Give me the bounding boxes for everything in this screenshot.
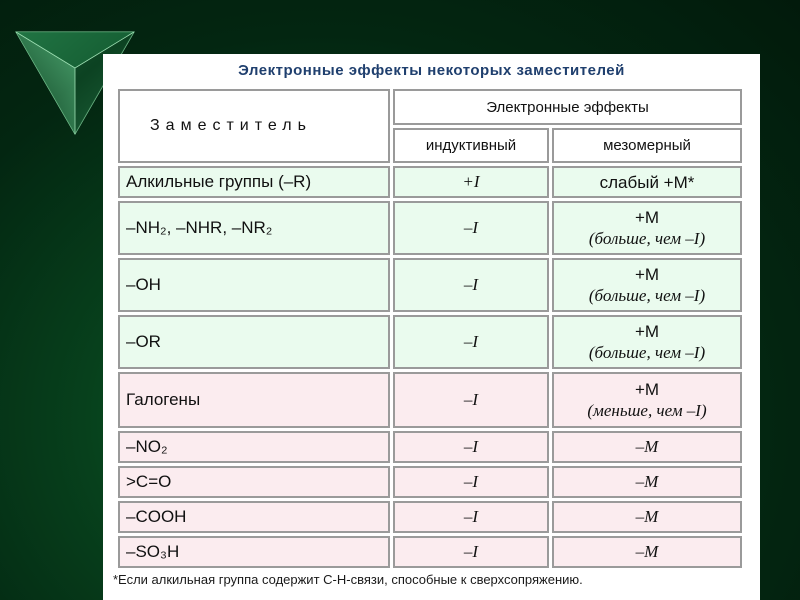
inductive-cell: –I <box>393 431 549 463</box>
inductive-cell: –I <box>393 466 549 498</box>
table-row <box>118 501 742 533</box>
table-row <box>118 258 742 312</box>
mesomeric-cell: –M <box>552 431 742 463</box>
table-row <box>118 315 742 369</box>
mesomeric-note: (больше, чем –I) <box>588 229 706 248</box>
mesomeric-main: +M <box>634 208 660 227</box>
table-row <box>118 201 742 255</box>
substituents-table <box>115 86 745 571</box>
substituent-cell: –COOH <box>118 501 390 533</box>
table-sheet <box>103 54 760 600</box>
inductive-cell: –I <box>393 501 549 533</box>
page-title: Электронные эффекты некоторых заместителей <box>238 62 625 79</box>
mesomeric-main: +M <box>634 380 660 399</box>
mesomeric-cell: –M <box>552 466 742 498</box>
footnote: *Если алкильная группа содержит С-Н-связи, способные к сверхсопряжению. <box>113 572 583 587</box>
header-effects: Электронные эффекты <box>393 89 742 125</box>
table-row <box>118 166 742 198</box>
substituent-cell: –OR <box>118 315 390 369</box>
mesomeric-note: (больше, чем –I) <box>588 286 706 305</box>
table-row <box>118 466 742 498</box>
substituent-cell: Алкильные группы (–R) <box>118 166 390 198</box>
mesomeric-main: +M <box>634 265 660 284</box>
table-header-row <box>118 89 742 125</box>
mesomeric-cell: –M <box>552 536 742 568</box>
header-substituent: Заместитель <box>118 89 390 163</box>
table-row <box>118 536 742 568</box>
inductive-cell: +I <box>393 166 549 198</box>
substituent-cell: –NO₂ <box>118 431 390 463</box>
mesomeric-main: +M <box>634 322 660 341</box>
mesomeric-cell: –M <box>552 501 742 533</box>
table-row <box>118 372 742 428</box>
substituent-cell: –OH <box>118 258 390 312</box>
inductive-cell: –I <box>393 536 549 568</box>
inductive-cell: –I <box>393 201 549 255</box>
substituent-cell: –SO₃H <box>118 536 390 568</box>
inductive-cell: –I <box>393 315 549 369</box>
substituent-cell: –NH₂, –NHR, –NR₂ <box>118 201 390 255</box>
mesomeric-cell <box>552 372 742 428</box>
substituent-cell: >C=O <box>118 466 390 498</box>
substituent-cell: Галогены <box>118 372 390 428</box>
table-row <box>118 431 742 463</box>
mesomeric-note: (больше, чем –I) <box>588 343 706 362</box>
inductive-cell: –I <box>393 258 549 312</box>
header-mesomeric: мезомерный <box>552 128 742 163</box>
mesomeric-cell <box>552 315 742 369</box>
mesomeric-cell: слабый +M* <box>552 166 742 198</box>
header-inductive: индуктивный <box>393 128 549 163</box>
mesomeric-note: (меньше, чем –I) <box>587 401 707 420</box>
mesomeric-cell <box>552 201 742 255</box>
mesomeric-cell <box>552 258 742 312</box>
inductive-cell: –I <box>393 372 549 428</box>
